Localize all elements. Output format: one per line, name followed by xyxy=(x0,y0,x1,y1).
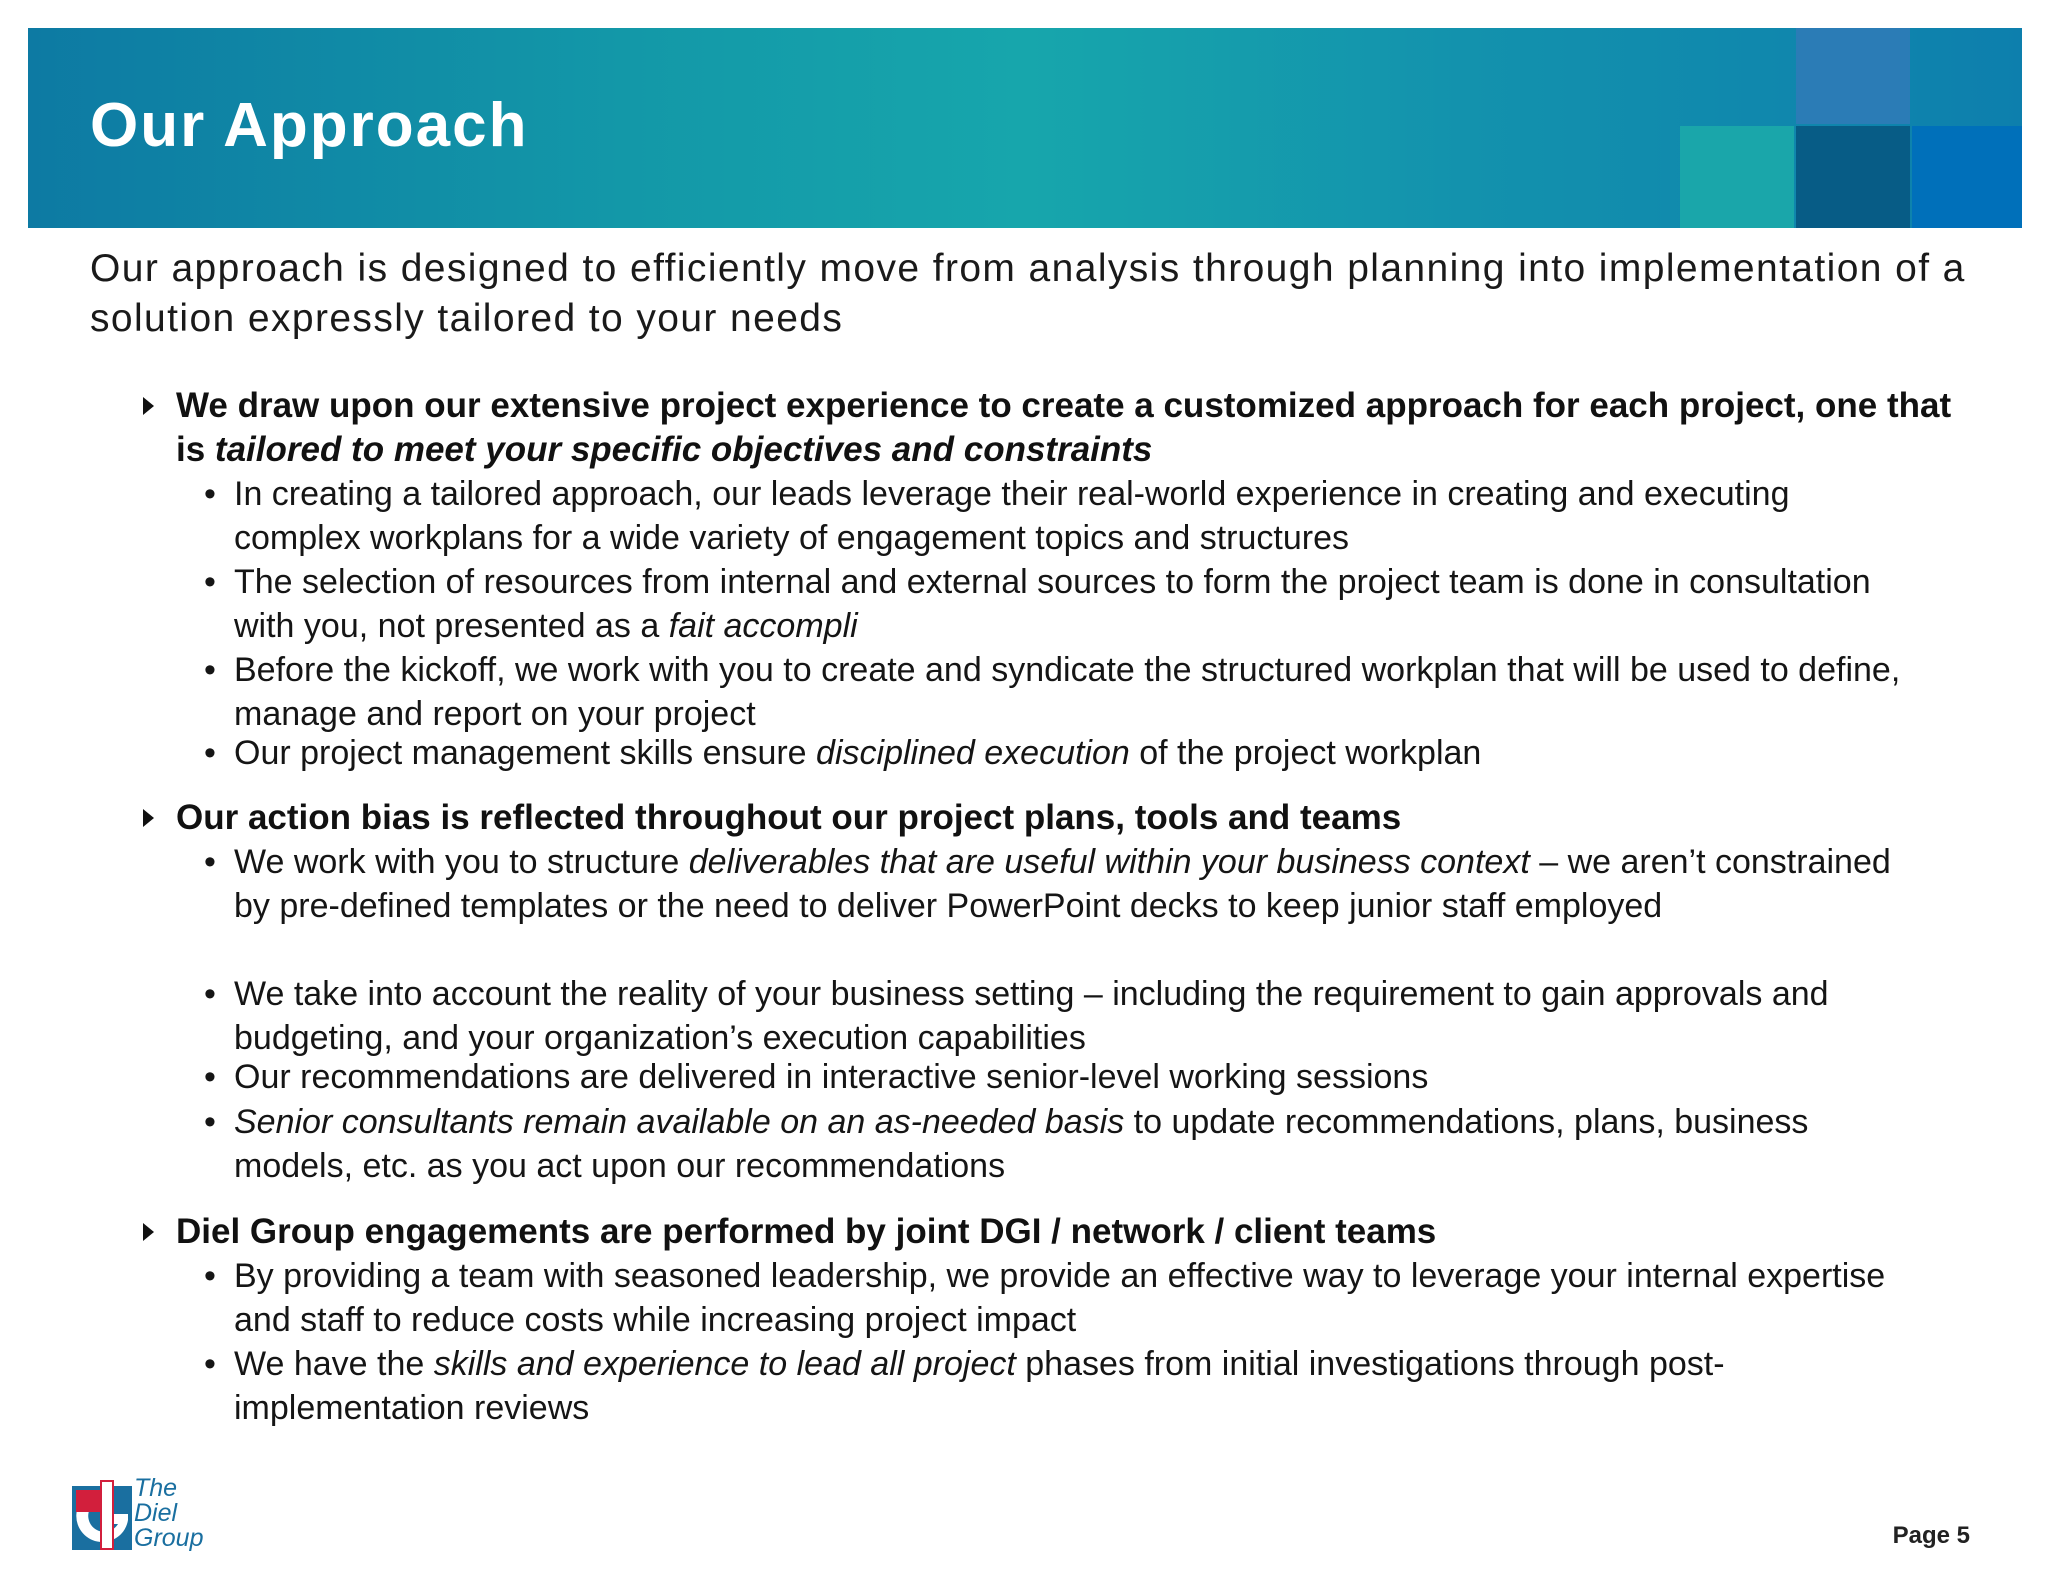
bullet-icon: • xyxy=(204,975,216,1013)
list-item-emphasis: deliverables that are useful within your business context xyxy=(688,843,1530,881)
decor-square xyxy=(1912,126,2022,228)
list-item-text: to update recommendations, plans, business models, etc. as you act upon our recommendations xyxy=(234,1103,1809,1185)
decor-square xyxy=(1796,28,1910,124)
section-heading xyxy=(176,796,1976,840)
header-banner xyxy=(28,28,2022,228)
bullet-icon: • xyxy=(204,843,216,881)
list-item-text: We take into account the reality of your business setting – including the requirement to gain approvals and budgeting, and your organization’s execution capabilities xyxy=(234,975,1829,1057)
list-item-text: – we aren’t constrained by pre-defined templates or the need to deliver PowerPoint decks to keep junior staff employed xyxy=(234,843,1891,925)
list-item-emphasis: skills and experience to lead all project xyxy=(433,1345,1016,1383)
list-item xyxy=(204,1254,1914,1342)
list-item-text: phases from initial investigations through post-implementation reviews xyxy=(234,1345,1725,1427)
list-item-emphasis: fait accompli xyxy=(668,607,858,645)
bullet-icon: • xyxy=(204,475,216,513)
decor-square xyxy=(1680,126,1794,228)
list-item xyxy=(204,972,1914,1060)
list-item-text: We work with you to structure xyxy=(234,843,689,881)
list-item xyxy=(204,1100,1914,1188)
section-heading-emphasis: tailored to meet your specific objectives and constraints xyxy=(214,430,1153,469)
bullet-icon: • xyxy=(204,1345,216,1383)
logo-text-line: Group xyxy=(134,1524,204,1552)
list-item-text: We have the xyxy=(234,1345,434,1383)
triangle-bullet-icon xyxy=(143,809,154,827)
section-heading-text: Our action bias is reflected throughout our project plans, tools and teams xyxy=(176,798,1402,837)
diel-group-logo xyxy=(72,1476,232,1556)
list-item xyxy=(204,1342,1914,1430)
list-item-text: Our recommendations are delivered in interactive senior-level working sessions xyxy=(234,1058,1429,1096)
bullet-icon: • xyxy=(204,563,216,601)
list-item xyxy=(204,840,1914,928)
list-item-text: Our project management skills ensure xyxy=(234,734,817,772)
list-item-text: By providing a team with seasoned leadership, we provide an effective way to leverage your internal expertise and staff to reduce costs while increasing project impact xyxy=(234,1257,1886,1339)
bullet-icon: • xyxy=(204,1103,216,1141)
logo-mark-icon xyxy=(72,1480,136,1552)
logo-text-line: The xyxy=(134,1474,178,1502)
section-heading-text: Diel Group engagements are performed by joint DGI / network / client teams xyxy=(176,1212,1437,1251)
bullet-icon: • xyxy=(204,1058,216,1096)
intro-text: Our approach is designed to efficiently move from analysis through planning into implementation of a solution expressly tailored to your needs xyxy=(90,247,1966,340)
bullet-icon: • xyxy=(204,651,216,689)
list-item xyxy=(204,731,1914,775)
section-heading xyxy=(176,1210,1976,1254)
decor-square xyxy=(1796,126,1910,228)
triangle-bullet-icon xyxy=(143,397,154,415)
logo-text-line: Diel xyxy=(134,1499,178,1527)
list-item-text: Before the kickoff, we work with you to create and syndicate the structured workplan that will be used to define, manage and report on your project xyxy=(234,651,1901,733)
list-item-text: The selection of resources from internal and external sources to form the project team is done in consultation with you, not presented as a xyxy=(234,563,1871,645)
bullet-icon: • xyxy=(204,734,216,772)
logo-text xyxy=(134,1476,203,1551)
list-item xyxy=(204,472,1914,560)
page-title: Our Approach xyxy=(90,91,529,160)
triangle-bullet-icon xyxy=(143,1223,154,1241)
list-item xyxy=(204,648,1914,736)
list-item xyxy=(204,1055,1914,1099)
page-number: Page 5 xyxy=(1892,1522,1970,1549)
list-item xyxy=(204,560,1914,648)
list-item-emphasis: disciplined execution xyxy=(816,734,1130,772)
section-heading-text: We draw upon our extensive project experience to create a customized approach for each project, one that is xyxy=(176,386,1952,469)
list-item-text: In creating a tailored approach, our leads leverage their real-world experience in creating and executing complex workplans for a wide variety of engagement topics and structures xyxy=(234,475,1790,557)
bullet-icon: • xyxy=(204,1257,216,1295)
section-heading xyxy=(176,384,1976,472)
list-item-text: of the project workplan xyxy=(1129,734,1482,772)
list-item-emphasis: Senior consultants remain available on an as-needed basis xyxy=(234,1103,1125,1141)
